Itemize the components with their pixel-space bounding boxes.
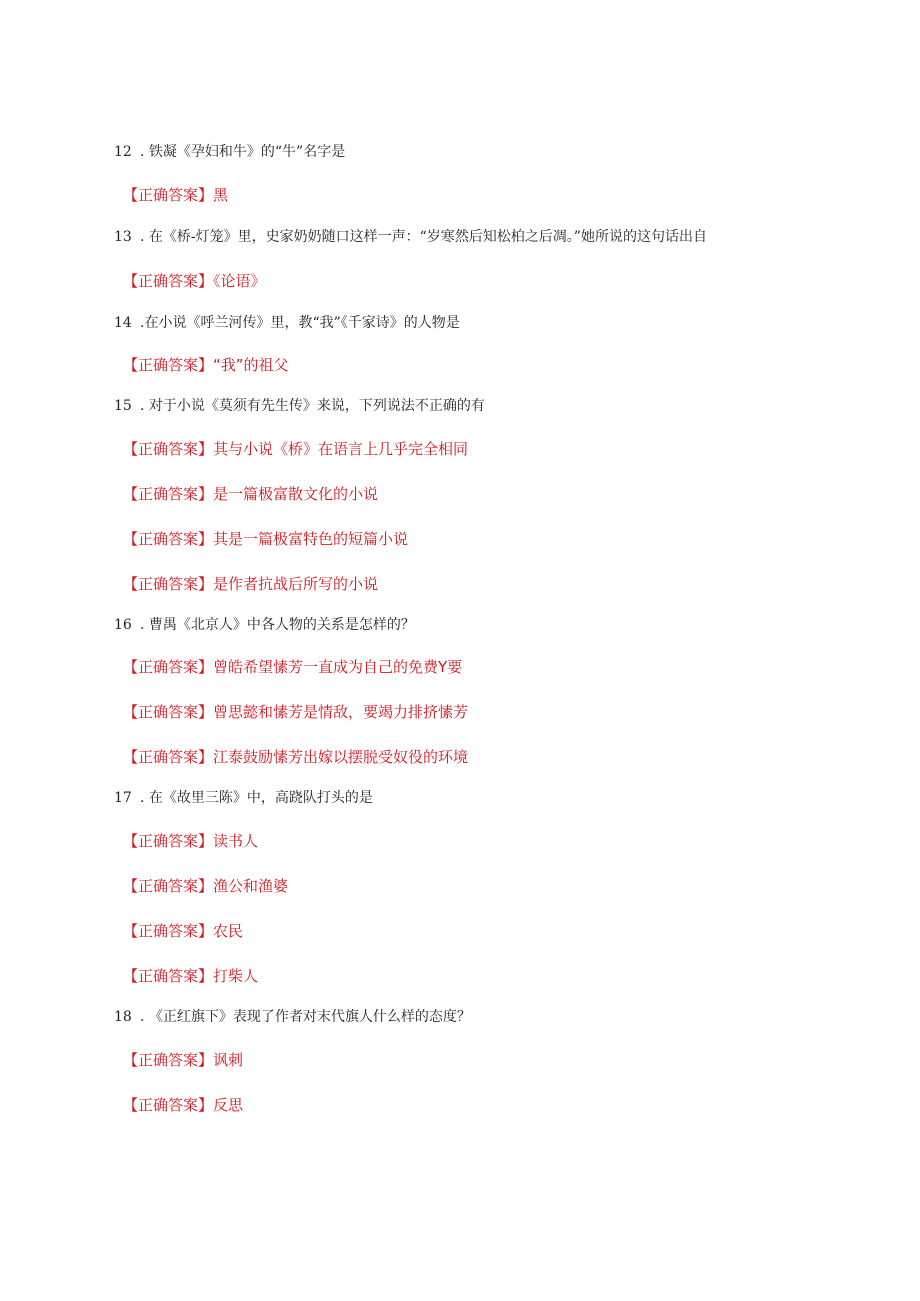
answer-15-1 xyxy=(123,439,468,459)
answer-18-1 xyxy=(123,1050,243,1070)
question-text: . 在《故里三陈》中，高跷队打头的是 xyxy=(140,790,373,806)
answer-14-1 xyxy=(123,355,289,375)
answer-prefix: 【正确答案】 xyxy=(123,485,214,503)
answer-prefix: 【正确答案】 xyxy=(123,658,214,676)
answer-text: 反思 xyxy=(213,1096,244,1114)
answer-prefix: 【正确答案】 xyxy=(123,186,214,204)
question-number: 14 xyxy=(114,315,132,331)
question-number: 16 xyxy=(114,617,132,633)
answer-text: 渔公和渔婆 xyxy=(213,877,289,895)
question-number: 13 xyxy=(114,229,132,245)
answer-text: 江泰鼓励愫芳出嫁以摆脱受奴役的环境 xyxy=(213,748,469,766)
answer-prefix: 【正确答案】 xyxy=(123,1051,214,1069)
answer-17-1 xyxy=(123,831,258,851)
answer-prefix: 【正确答案】 xyxy=(123,967,214,985)
question-number: 18 xyxy=(114,1009,132,1025)
answer-16-1 xyxy=(123,657,462,677)
answer-15-4 xyxy=(123,574,378,594)
answer-text: 《论语》 xyxy=(213,272,266,290)
answer-text: 其是一篇极富特色的短篇小说 xyxy=(213,530,409,548)
answer-16-3 xyxy=(123,747,468,767)
answer-prefix: 【正确答案】 xyxy=(123,922,214,940)
answer-prefix: 【正确答案】 xyxy=(123,530,214,548)
question-13 xyxy=(114,228,707,246)
answer-text: 农民 xyxy=(213,922,244,940)
answer-15-2 xyxy=(123,484,378,504)
answer-text: 讽刺 xyxy=(213,1051,244,1069)
answer-text: 读书人 xyxy=(213,832,259,850)
answer-text: 是一篇极富散文化的小说 xyxy=(213,485,379,503)
question-14 xyxy=(114,314,460,332)
question-text: . 《正红旗下》表现了作者对末代旗人什么样的态度？ xyxy=(140,1009,471,1025)
question-text: . 曹禺《北京人》中各人物的关系是怎样的？ xyxy=(140,617,415,633)
answer-prefix: 【正确答案】 xyxy=(123,440,214,458)
answer-17-4 xyxy=(123,966,258,986)
answer-prefix: 【正确答案】 xyxy=(123,272,214,290)
answer-prefix: 【正确答案】 xyxy=(123,877,214,895)
answer-12-1 xyxy=(123,185,228,205)
answer-prefix: 【正确答案】 xyxy=(123,832,214,850)
answer-13-1 xyxy=(123,271,266,291)
question-18 xyxy=(114,1008,471,1026)
answer-16-2 xyxy=(123,702,468,722)
question-text: .在小说《呼兰河传》里，教“我”《千家诗》的人物是 xyxy=(140,315,460,331)
answer-text: 曾皓希望愫芳一直成为自己的免费Y要 xyxy=(213,658,463,676)
question-number: 17 xyxy=(114,790,132,806)
question-text: . 铁凝《孕妇和牛》的“牛”名字是 xyxy=(140,144,346,160)
question-15 xyxy=(114,397,485,415)
question-17 xyxy=(114,789,373,807)
answer-18-2 xyxy=(123,1095,243,1115)
answer-prefix: 【正确答案】 xyxy=(123,575,214,593)
question-text: . 在《桥-灯笼》里，史家奶奶随口这样一声：“岁寒然后知松柏之后凋。”她所说的这句话出自 xyxy=(140,229,707,245)
answer-text: 黑 xyxy=(213,186,229,204)
answer-prefix: 【正确答案】 xyxy=(123,1096,214,1114)
question-number: 12 xyxy=(114,144,132,160)
answer-17-2 xyxy=(123,876,288,896)
answer-15-3 xyxy=(123,529,408,549)
answer-prefix: 【正确答案】 xyxy=(123,356,214,374)
question-number: 15 xyxy=(114,398,132,414)
answer-text: 曾思懿和愫芳是情敌，要竭力排挤愫芳 xyxy=(213,703,469,721)
answer-17-3 xyxy=(123,921,243,941)
answer-text: “我”的祖父 xyxy=(213,356,289,374)
answer-text: 其与小说《桥》在语言上几乎完全相同 xyxy=(213,440,469,458)
answer-text: 打柴人 xyxy=(213,967,259,985)
answer-text: 是作者抗战后所写的小说 xyxy=(213,575,379,593)
answer-prefix: 【正确答案】 xyxy=(123,748,214,766)
question-text: . 对于小说《莫须有先生传》来说，下列说法不正确的有 xyxy=(140,398,485,414)
question-12 xyxy=(114,143,345,161)
answer-prefix: 【正确答案】 xyxy=(123,703,214,721)
question-16 xyxy=(114,616,415,634)
